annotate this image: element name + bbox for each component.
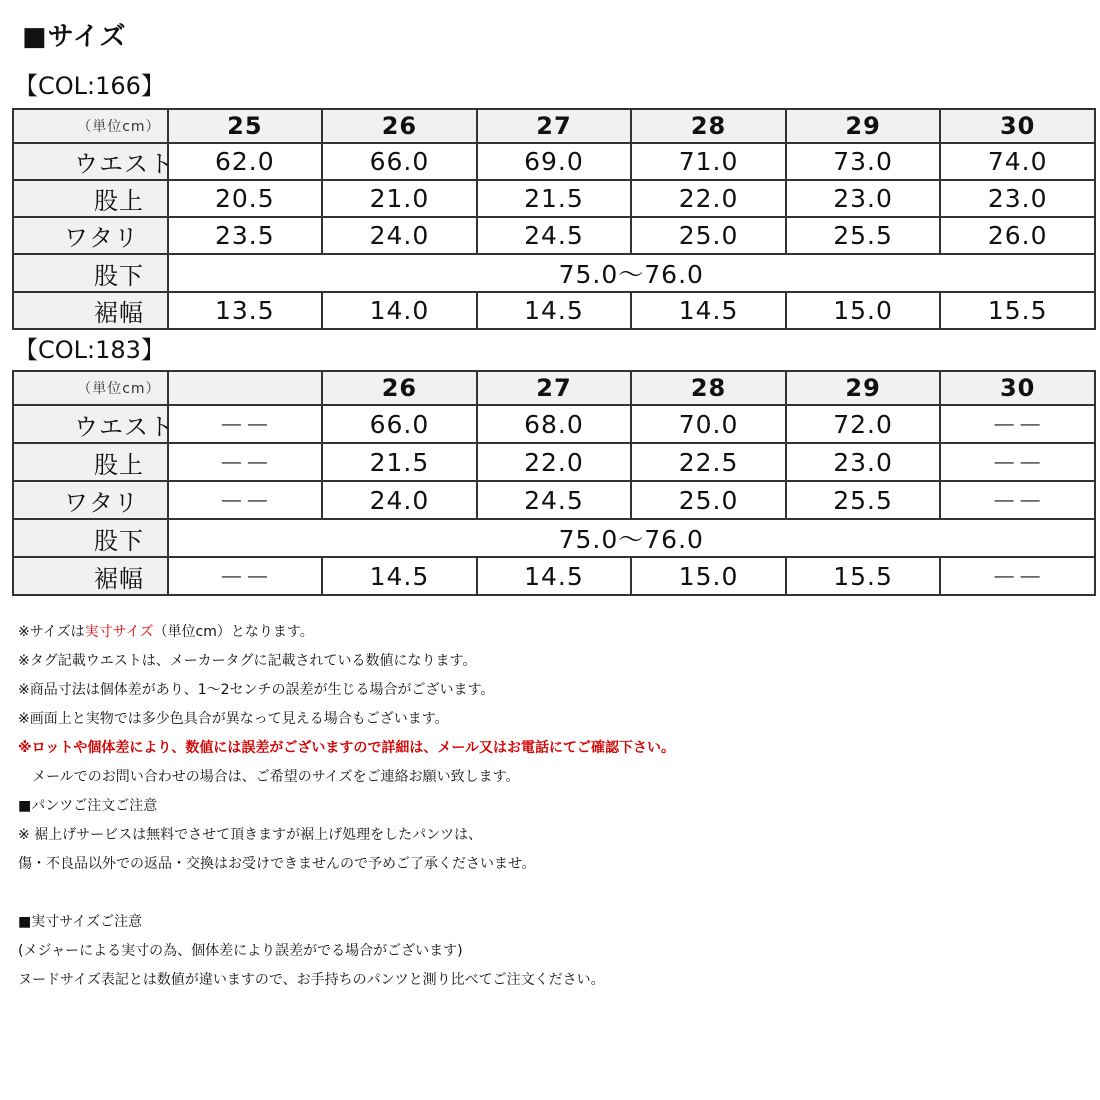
note-lot-warning: ※ロットや個体差により、数値には誤差がございますので詳細は、メール又はお電話にてご確認下さい。 <box>18 740 676 756</box>
row-header <box>13 557 168 595</box>
table-cell: －－ <box>168 557 323 595</box>
table-row <box>13 180 1095 217</box>
size-header: 29 <box>786 109 941 143</box>
table-cell: 14.5 <box>477 292 632 329</box>
table-cell: －－ <box>168 405 323 443</box>
row-header-char: ワ <box>64 224 89 252</box>
table-cell: 15.5 <box>786 557 941 595</box>
row-header-char: 股 <box>94 187 119 215</box>
table-cell: 68.0 <box>477 405 632 443</box>
row-header-char: 上 <box>119 450 144 479</box>
table-cell: －－ <box>168 481 323 519</box>
table-row <box>13 557 1095 595</box>
table-cell: －－ <box>940 557 1095 595</box>
table-row <box>13 292 1095 329</box>
table-row <box>13 143 1095 180</box>
table-cell: 15.0 <box>786 292 941 329</box>
row-header-char: リ <box>114 488 139 517</box>
table-cell: 62.0 <box>168 143 323 180</box>
row-header-char: 下 <box>119 261 144 290</box>
row-header-char: ス <box>124 150 149 178</box>
size-table-col166 <box>12 108 1096 330</box>
table-label-col183: 【COL:183】 <box>14 336 165 364</box>
table-cell: 14.0 <box>322 292 477 329</box>
table-cell: 21.0 <box>322 180 477 217</box>
row-header-char: ト <box>149 412 174 441</box>
table-row <box>13 481 1095 519</box>
note-returns: 傷・不良品以外での返品・交換はお受けできませんので予めご了承くださいませ。 <box>18 856 536 872</box>
row-header-char: 下 <box>119 526 144 555</box>
merged-cell: 75.0～76.0 <box>168 254 1095 292</box>
table-cell: 25.5 <box>786 217 941 254</box>
table-cell: 13.5 <box>168 292 323 329</box>
table-cell: 21.5 <box>322 443 477 481</box>
table-cell: 22.0 <box>477 443 632 481</box>
size-header: 27 <box>477 109 632 143</box>
row-header <box>13 481 168 519</box>
note-contact: メールでのお問い合わせの場合は、ご希望のサイズをご連絡お願い致します。 <box>18 769 520 785</box>
table-cell: 23.5 <box>168 217 323 254</box>
table-cell: 21.5 <box>477 180 632 217</box>
table-cell: 22.0 <box>631 180 786 217</box>
row-header-char: リ <box>114 224 139 252</box>
table-cell: 72.0 <box>786 405 941 443</box>
row-header-char: 幅 <box>119 299 144 327</box>
table-cell: 69.0 <box>477 143 632 180</box>
table-cell: 73.0 <box>786 143 941 180</box>
row-header <box>13 292 168 329</box>
size-header: 29 <box>786 371 941 405</box>
row-header <box>13 180 168 217</box>
table-cell: 14.5 <box>322 557 477 595</box>
note-nude-size: ヌードサイズ表記とは数値が違いますので、お手持ちのパンツと測り比べてご注文ください。 <box>18 972 605 988</box>
size-table-col183 <box>12 370 1096 596</box>
size-header: 26 <box>322 109 477 143</box>
note-measure-tape: (メジャーによる実寸の為、個体差により誤差がでる場合がございます) <box>18 943 463 959</box>
note-color: ※画面上と実物では多少色具合が異なって見える場合もございます。 <box>18 711 449 727</box>
row-header-char: 股 <box>94 526 119 555</box>
row-header-char: タ <box>89 488 114 517</box>
table-cell: 23.0 <box>786 443 941 481</box>
table-cell: 66.0 <box>322 405 477 443</box>
row-header-char: 上 <box>119 187 144 215</box>
table-cell: －－ <box>940 405 1095 443</box>
note-tag-waist: ※タグ記載ウエストは、メーカータグに記載されている数値になります。 <box>18 653 477 669</box>
table-cell: 24.0 <box>322 217 477 254</box>
table-cell: 15.0 <box>631 557 786 595</box>
note-tolerance: ※商品寸法は個体差があり、1～2センチの誤差が生じる場合がございます。 <box>18 682 495 698</box>
table-cell: 14.5 <box>631 292 786 329</box>
row-header <box>13 519 168 557</box>
row-header-char: 股 <box>94 261 119 290</box>
table-row <box>13 443 1095 481</box>
table-cell: 15.5 <box>940 292 1095 329</box>
size-header: 28 <box>631 109 786 143</box>
size-header: 28 <box>631 371 786 405</box>
note-actual-size: ※サイズは実寸サイズ（単位cm）となります。 <box>18 624 314 640</box>
table-row <box>13 519 1095 557</box>
row-header-char: ト <box>149 150 174 178</box>
table-cell: 20.5 <box>168 180 323 217</box>
row-header <box>13 443 168 481</box>
notes <box>18 618 1088 995</box>
size-header: 26 <box>322 371 477 405</box>
row-header-char: ワ <box>64 488 89 517</box>
table-row <box>13 217 1095 254</box>
table-cell: －－ <box>168 443 323 481</box>
table-cell: 74.0 <box>940 143 1095 180</box>
row-header-char: エ <box>99 150 124 178</box>
table-cell: －－ <box>940 481 1095 519</box>
note-measure-heading: ■実寸サイズご注意 <box>18 914 143 930</box>
table-cell: 14.5 <box>477 557 632 595</box>
page-title: ■サイズ <box>22 22 127 52</box>
table-cell: 25.0 <box>631 217 786 254</box>
row-header <box>13 217 168 254</box>
table-cell: 25.0 <box>631 481 786 519</box>
table-row <box>13 254 1095 292</box>
unit-label: （単位cm） <box>13 109 168 143</box>
row-header-char: エ <box>99 412 124 441</box>
note-hemming: ※ 裾上げサービスは無料でさせて頂きますが裾上げ処理をしたパンツは、 <box>18 827 483 843</box>
table-cell: 22.5 <box>631 443 786 481</box>
row-header <box>13 143 174 180</box>
unit-label: （単位cm） <box>13 371 168 405</box>
table-row <box>13 405 1095 443</box>
table-cell: 25.5 <box>786 481 941 519</box>
row-header-char: ウ <box>74 412 99 441</box>
row-header-char: タ <box>89 224 114 252</box>
row-header-char: 股 <box>94 450 119 479</box>
row-header-char: 裾 <box>94 564 119 593</box>
table-cell: 24.5 <box>477 481 632 519</box>
table-cell: 23.0 <box>786 180 941 217</box>
table-cell: 66.0 <box>322 143 477 180</box>
note-actual-size-highlight: 実寸サイズ <box>84 624 154 640</box>
merged-cell: 75.0～76.0 <box>168 519 1095 557</box>
row-header-char: ス <box>124 412 149 441</box>
size-header: 27 <box>477 371 632 405</box>
table-cell: 26.0 <box>940 217 1095 254</box>
table-cell: 24.0 <box>322 481 477 519</box>
note-pants-heading: ■パンツご注文ご注意 <box>18 798 158 814</box>
size-header: 25 <box>168 109 323 143</box>
row-header <box>13 405 174 443</box>
size-header: 30 <box>940 109 1095 143</box>
table-cell: 24.5 <box>477 217 632 254</box>
row-header-char: ウ <box>74 150 99 178</box>
row-header-char: 幅 <box>119 564 144 593</box>
table-cell: 70.0 <box>631 405 786 443</box>
table-label-col166: 【COL:166】 <box>14 72 165 100</box>
size-header: 30 <box>940 371 1095 405</box>
row-header <box>13 254 168 292</box>
row-header-char: 裾 <box>94 299 119 327</box>
size-header <box>168 371 323 405</box>
table-cell: 71.0 <box>631 143 786 180</box>
table-cell: －－ <box>940 443 1095 481</box>
table-cell: 23.0 <box>940 180 1095 217</box>
